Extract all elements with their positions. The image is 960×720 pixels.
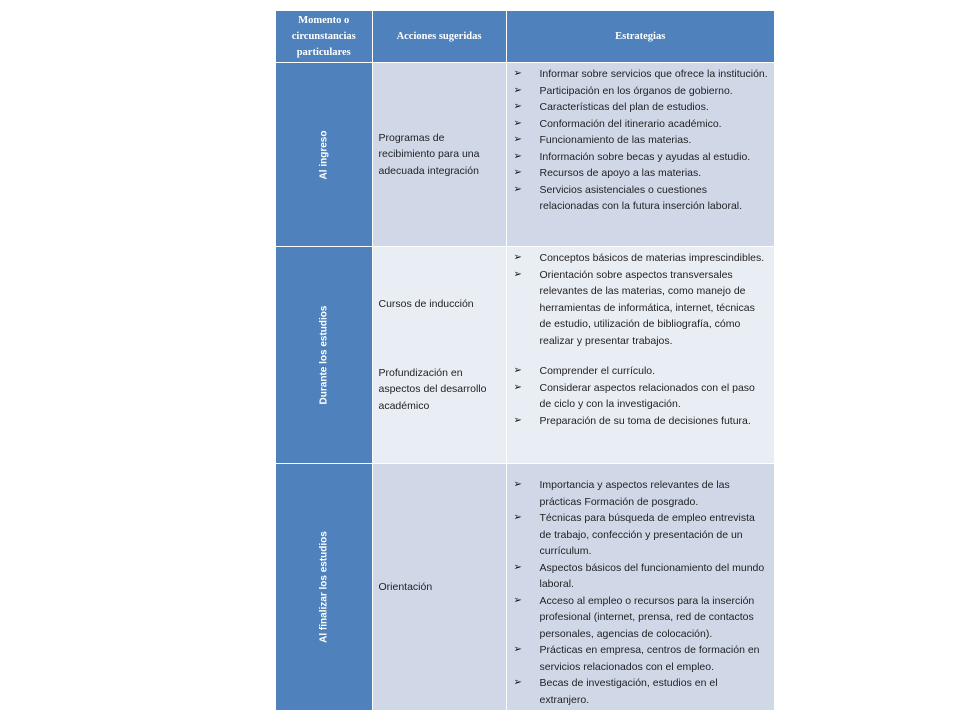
action-item: Orientación [378, 580, 433, 593]
arrow-bullet-icon: ➢ [513, 414, 522, 426]
arrow-bullet-icon: ➢ [513, 677, 522, 688]
moment-cell [276, 464, 372, 710]
arrow-bullet-icon: ➢ [513, 365, 522, 376]
list-item: ➢ Becas de investigación, estudios en el extranjero. [513, 677, 718, 706]
action-item: Programas de recibimiento para una adecuada integración [378, 131, 480, 177]
arrow-bullet-icon: ➢ [513, 167, 522, 178]
arrow-bullet-icon: ➢ [513, 68, 522, 79]
actions-cell [372, 63, 506, 247]
table-row-finalizar [276, 464, 774, 710]
header-actions: Acciones sugeridas [372, 11, 506, 63]
list-item: ➢ Aspectos básicos del funcionamiento del mundo laboral. [513, 561, 765, 590]
arrow-bullet-icon: ➢ [513, 381, 522, 393]
arrow-bullet-icon: ➢ [513, 183, 522, 195]
arrow-bullet-icon: ➢ [513, 150, 522, 162]
moment-cell [276, 247, 372, 464]
actions-cell [372, 247, 506, 464]
list-item: ➢ Información sobre becas y ayudas al estudio. [512, 149, 769, 166]
header-strategies: Estrategias [506, 11, 774, 63]
list-item: ➢ Técnicas para búsqueda de empleo entrevista de trabajo, confección y presentación de un currículum. [513, 512, 755, 557]
header-moment: Momento o circunstancias particulares [276, 11, 372, 63]
arrow-bullet-icon: ➢ [513, 561, 522, 573]
list-item: ➢ Características del plan de estudios. [512, 99, 769, 116]
moment-label: Al ingreso [318, 130, 330, 179]
strategies-cell [506, 464, 774, 710]
strategies-table [276, 11, 774, 710]
actions-cell [372, 464, 506, 710]
moment-label: Al finalizar los estudios [318, 530, 330, 643]
list-item: ➢ Funcionamiento de las materias. [512, 132, 769, 149]
moment-cell [276, 63, 372, 247]
list-item: ➢ Preparación de su toma de decisiones futura. [512, 413, 769, 430]
action-item: Profundización en aspectos del desarrollo académico [378, 366, 487, 412]
arrow-bullet-icon: ➢ [513, 594, 522, 606]
strategies-list [512, 363, 769, 429]
strategies-list [512, 477, 769, 708]
arrow-bullet-icon: ➢ [513, 117, 522, 129]
arrow-bullet-icon: ➢ [513, 479, 522, 490]
table-header-row [276, 11, 774, 63]
arrow-bullet-icon: ➢ [513, 134, 522, 145]
table-row-durante [276, 247, 774, 464]
arrow-bullet-icon: ➢ [513, 268, 522, 280]
action-item: Cursos de inducción [378, 298, 474, 310]
list-item: ➢ Importancia y aspectos relevantes de las prácticas Formación de posgrado. [513, 479, 730, 508]
strategies-list [512, 66, 769, 215]
arrow-bullet-icon: ➢ [513, 644, 522, 655]
list-item: ➢ Prácticas en empresa, centros de formación en servicios relacionados con el empleo. [513, 644, 760, 673]
list-item: ➢ Orientación sobre aspectos transversales relevantes de las materias, como manejo de herramientas de informática, internet, técnicas de estudio, utilización de bibliografía, cómo realizar y presentar trabajos. [513, 268, 755, 347]
list-item: ➢ Participación en los órganos de gobierno. [512, 83, 769, 100]
list-item: ➢ Comprender el currículo. [512, 363, 769, 380]
moment-label: Durante los estudios [318, 305, 330, 405]
list-item: ➢ Conformación del itinerario académico. [512, 116, 769, 133]
arrow-bullet-icon: ➢ [513, 512, 522, 523]
arrow-bullet-icon: ➢ [513, 101, 522, 112]
list-item: ➢ Servicios asistenciales o cuestiones relacionadas con la futura inserción laboral. [513, 183, 743, 212]
strategies-cell [506, 247, 774, 464]
arrow-bullet-icon: ➢ [513, 252, 522, 263]
list-item: ➢ Informar sobre servicios que ofrece la institución. [512, 66, 769, 83]
list-item: ➢ Conceptos básicos de materias imprescindibles. [512, 250, 769, 267]
arrow-bullet-icon: ➢ [513, 84, 522, 96]
table-row-ingreso [276, 63, 774, 247]
list-item: ➢ Acceso al empleo o recursos para la inserción profesional (internet, prensa, red de contactos personales, agencias de colocación). [513, 594, 755, 640]
list-item: ➢ Considerar aspectos relacionados con el paso de ciclo y con la investigación. [513, 381, 755, 410]
strategies-cell [506, 63, 774, 247]
list-item: ➢ Recursos de apoyo a las materias. [512, 165, 769, 182]
strategies-list [512, 250, 769, 349]
